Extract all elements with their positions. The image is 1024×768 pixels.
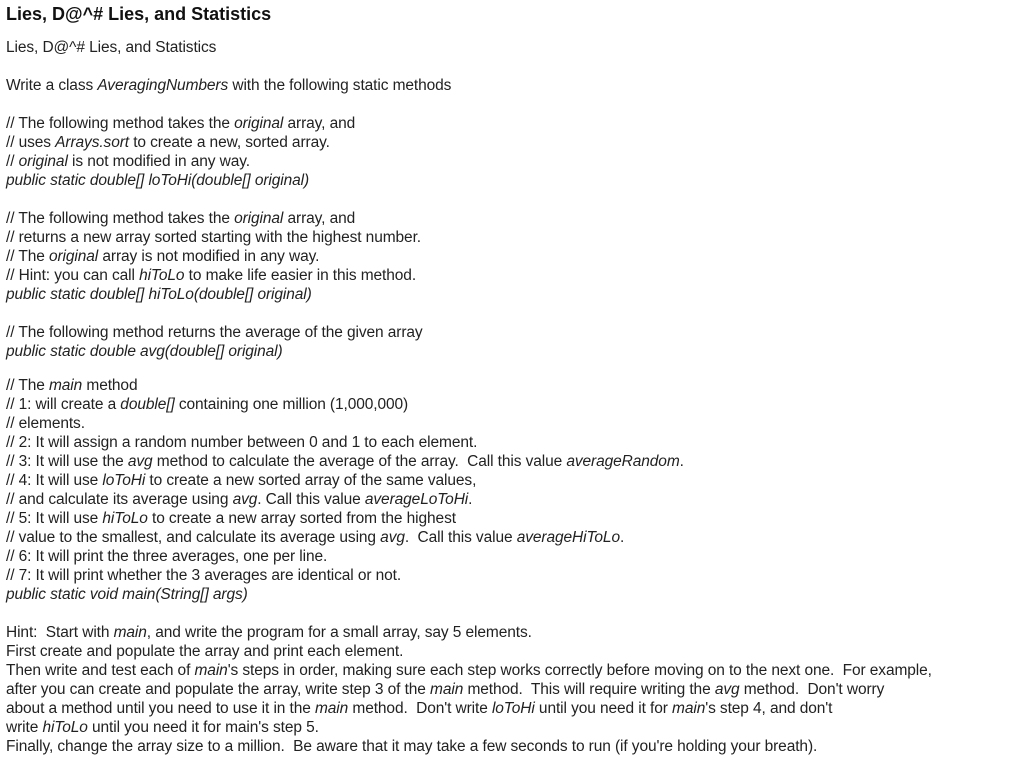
comment-line: // and calculate its average using avg. Call this value averageLoToHi. [6, 491, 473, 508]
hint-line: First create and populate the array and print each element. [6, 643, 404, 660]
method-avg-block [6, 323, 1018, 361]
hint-line: Finally, change the array size to a million. Be aware that it may take a few seconds to run (if you're holding your breath). [6, 738, 818, 755]
comment-line: // Hint: you can call hiToLo to make life easier in this method. [6, 267, 417, 284]
comment-line: // The following method returns the average of the given array [6, 324, 423, 341]
comment-line: // 5: It will use hiToLo to create a new array sorted from the highest [6, 510, 456, 527]
hint-line: Then write and test each of main's steps in order, making sure each step works correctly before moving on to the next one. For example, [6, 662, 932, 679]
method-main-block [6, 376, 1018, 604]
method-signature: public static void main(String[] args) [6, 586, 248, 603]
comment-line: // The following method takes the original array, and [6, 210, 356, 227]
comment-line: // uses Arrays.sort to create a new, sorted array. [6, 134, 330, 151]
comment-line: // value to the smallest, and calculate its average using avg. Call this value averageHiToLo. [6, 529, 625, 546]
hint-line: after you can create and populate the array, write step 3 of the main method. This will require writing the avg method. Don't worry [6, 681, 885, 698]
comment-line: // The following method takes the original array, and [6, 115, 356, 132]
method-hitolo-block [6, 209, 1018, 304]
method-signature: public static double[] hiToLo(double[] original) [6, 286, 312, 303]
subtitle: Lies, D@^# Lies, and Statistics [6, 39, 217, 56]
comment-line: // returns a new array sorted starting with the highest number. [6, 229, 421, 246]
comment-line: // 7: It will print whether the 3 averages are identical or not. [6, 567, 402, 584]
document [6, 0, 1018, 756]
comment-line: // elements. [6, 415, 85, 432]
hint-paragraph [6, 623, 1018, 756]
intro-text: Write a class AveragingNumbers with the following static methods [6, 77, 452, 94]
comment-line: // 4: It will use loToHi to create a new sorted array of the same values, [6, 472, 477, 489]
comment-line: // original is not modified in any way. [6, 153, 250, 170]
comment-line: // The main method [6, 377, 138, 394]
comment-line: // 1: will create a double[] containing one million (1,000,000) [6, 396, 409, 413]
page-title: Lies, D@^# Lies, and Statistics [6, 4, 272, 24]
comment-line: // The original array is not modified in any way. [6, 248, 320, 265]
comment-line: // 2: It will assign a random number between 0 and 1 to each element. [6, 434, 478, 451]
method-lotohi-block [6, 114, 1018, 190]
comment-line: // 3: It will use the avg method to calculate the average of the array. Call this value averageRandom. [6, 453, 684, 470]
hint-line: about a method until you need to use it in the main method. Don't write loToHi until you need it for main's step 4, and don't [6, 700, 833, 717]
hint-line: Hint: Start with main, and write the program for a small array, say 5 elements. [6, 624, 532, 641]
comment-line: // 6: It will print the three averages, one per line. [6, 548, 328, 565]
hint-line: write hiToLo until you need it for main's step 5. [6, 719, 319, 736]
method-signature: public static double[] loToHi(double[] original) [6, 172, 310, 189]
method-signature: public static double avg(double[] original) [6, 343, 283, 360]
